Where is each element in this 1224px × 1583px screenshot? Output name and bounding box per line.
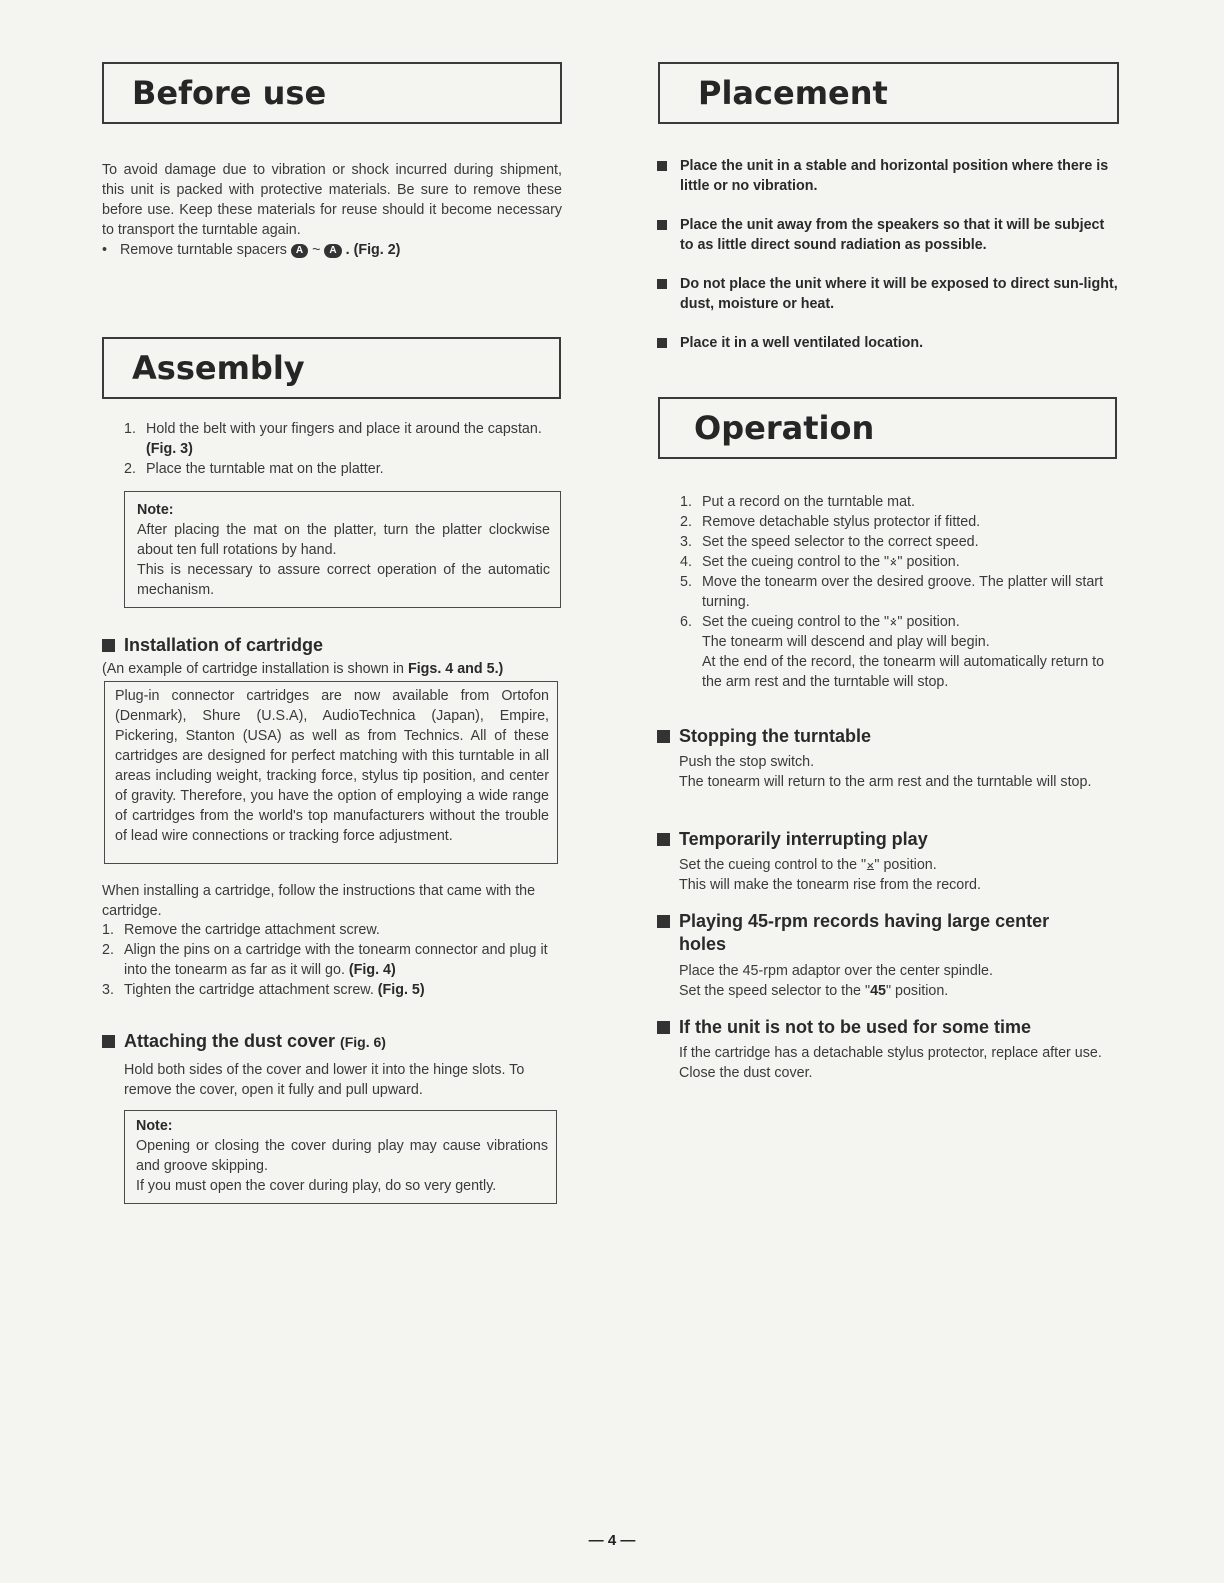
step-number: 2. xyxy=(680,514,692,530)
not-used-text xyxy=(679,1043,1119,1083)
bullet-text: Remove turntable spacers xyxy=(119,242,287,258)
square-bullet-icon xyxy=(657,279,667,289)
section-title: Attaching the dust cover xyxy=(124,1031,336,1051)
stopping-heading xyxy=(657,725,1119,748)
section-title: Temporarily interrupting play xyxy=(679,829,928,849)
text-pre: Set the speed selector to the " xyxy=(679,983,871,999)
step-text: Place the turntable mat on the platter. xyxy=(146,461,384,477)
placement-item xyxy=(657,275,1119,314)
item-text: Place the unit in a stable and horizontal position where there is little or no vibration. xyxy=(680,158,1109,194)
text-line xyxy=(679,981,1119,1001)
cartridge-info-box xyxy=(104,681,558,864)
cartridge-step xyxy=(102,920,564,940)
assembly-heading: Assembly xyxy=(102,337,561,399)
interrupting-heading xyxy=(657,828,1119,851)
square-bullet-icon xyxy=(102,639,115,652)
square-bullet-icon xyxy=(657,220,667,230)
example-text: (An example of cartridge installation is shown in xyxy=(102,661,404,677)
note-text-2: This is necessary to assure correct operation of the automatic mechanism. xyxy=(137,562,550,598)
note-title: Note: xyxy=(137,502,174,518)
section-title: If the unit is not to be used for some time xyxy=(679,1017,1032,1037)
step-text: Remove the cartridge attachment screw. xyxy=(124,922,380,938)
step-number: 1. xyxy=(124,421,136,437)
square-bullet-icon xyxy=(657,161,667,171)
step-text: Hold the belt with your fingers and place it around the capstan. xyxy=(146,421,542,437)
step-ref: (Fig. 3) xyxy=(146,441,193,457)
spacer-chip-a2: A xyxy=(324,244,341,258)
bullet-dot-icon: • xyxy=(102,242,108,258)
step-number: 2. xyxy=(102,942,114,958)
operation-step xyxy=(680,512,1120,532)
cartridge-heading xyxy=(102,634,562,657)
text-line: If the cartridge has a detachable stylus protector, replace after use. xyxy=(679,1045,1102,1061)
step-ref: (Fig. 4) xyxy=(348,962,396,978)
note-text: Opening or closing the cover during play may cause vibrations and groove skipping. xyxy=(136,1138,548,1174)
playing45-text xyxy=(679,961,1119,1001)
operation-step xyxy=(680,612,1120,692)
step-text: Move the tonearm over the desired groove. The platter will start turning. xyxy=(702,574,1104,610)
step-number: 6. xyxy=(680,614,692,630)
stopping-text xyxy=(679,752,1119,792)
placement-item xyxy=(657,334,1119,354)
fig-ref: . (Fig. 2) xyxy=(345,242,401,258)
step-text: Align the pins on a cartridge with the tonearm connector and plug it into the tonearm as far as it will go. xyxy=(124,942,548,978)
section-ref: (Fig. 6) xyxy=(340,1034,386,1050)
text-line: Close the dust cover. xyxy=(679,1065,813,1081)
cartridge-step xyxy=(102,940,564,980)
square-bullet-icon xyxy=(657,730,670,743)
item-text: Place the unit away from the speakers so that it will be subject to as little direct sound radiation as possible. xyxy=(680,217,1105,253)
step-text: Set the cueing control to the "⨰" position. xyxy=(702,614,960,630)
before-use-text: To avoid damage due to vibration or shock incurred during shipment, this unit is packed with protective materials. Be sure to remove these before use. Keep these materials for reuse should it become necessary to transport the turntable again. xyxy=(102,162,562,238)
playing45-heading xyxy=(657,910,1097,956)
section-title: Stopping the turntable xyxy=(679,726,871,746)
box-text: Plug-in connector cartridges are now available from Ortofon (Denmark), Shure (U.S.A), AudioTechnica (Japan), Empire, Pickering, Stanton (USA) as well as from Technics. All of these cartridges are designed for perfect matching with this turntable in all areas including weight, tracking force, stylus tip position, and center of gravity. Therefore, you have the option of employing a wide range of cartridges from the world's top manufacturers without the trouble of lead wire connections or tracking force adjustment. xyxy=(115,688,549,844)
not-used-heading xyxy=(657,1016,1119,1039)
placement-heading: Placement xyxy=(658,62,1119,124)
assembly-step xyxy=(124,459,562,479)
text-line: The tonearm will return to the arm rest and the turntable will stop. xyxy=(679,774,1092,790)
note-title: Note: xyxy=(136,1118,173,1134)
operation-step xyxy=(680,532,1120,552)
assembly-note xyxy=(124,491,561,608)
cartridge-example xyxy=(102,659,572,679)
note-text-2: If you must open the cover during play, do so very gently. xyxy=(136,1178,497,1194)
operation-steps xyxy=(680,492,1120,692)
cartridge-step xyxy=(102,980,564,1000)
before-use-bullet xyxy=(102,240,562,260)
step-number: 5. xyxy=(680,574,692,590)
section-title: Playing 45-rpm records having large center holes xyxy=(679,911,1050,954)
step-text: Put a record on the turntable mat. xyxy=(702,494,915,510)
cartridge-intro: When installing a cartridge, follow the instructions that came with the cartridge. xyxy=(102,883,536,919)
assembly-step xyxy=(124,419,562,459)
text-line: Set the cueing control to the "⨱" position. xyxy=(679,857,937,873)
tilde: ~ xyxy=(312,242,321,258)
text-post: " position. xyxy=(885,983,949,999)
text-line: This will make the tonearm rise from the record. xyxy=(679,877,981,893)
step-text: Set the cueing control to the "⨰" position. xyxy=(702,554,960,570)
step-number: 2. xyxy=(124,461,136,477)
operation-step xyxy=(680,492,1120,512)
item-text: Place it in a well ventilated location. xyxy=(680,335,924,351)
step-ref: (Fig. 5) xyxy=(377,982,425,998)
operation-step xyxy=(680,552,1120,572)
example-ref: Figs. 4 and 5.) xyxy=(407,661,504,677)
operation-step xyxy=(680,572,1120,612)
step-number: 3. xyxy=(680,534,692,550)
step-text-3: At the end of the record, the tonearm will automatically return to the arm rest and the turntable will stop. xyxy=(702,654,1105,690)
step-number: 3. xyxy=(102,982,114,998)
step-number: 1. xyxy=(680,494,692,510)
step-text: Remove detachable stylus protector if fitted. xyxy=(702,514,981,530)
before-use-heading: Before use xyxy=(102,62,562,124)
text-line: Place the 45-rpm adaptor over the center spindle. xyxy=(679,963,993,979)
speed-value: 45 xyxy=(870,983,886,999)
interrupting-text xyxy=(679,855,1119,895)
text-line: Push the stop switch. xyxy=(679,754,815,770)
assembly-steps xyxy=(124,419,562,479)
placement-item xyxy=(657,157,1119,196)
square-bullet-icon xyxy=(657,338,667,348)
square-bullet-icon xyxy=(657,833,670,846)
step-number: 1. xyxy=(102,922,114,938)
operation-heading: Operation xyxy=(658,397,1117,459)
section-title: Installation of cartridge xyxy=(124,635,324,655)
step-text: Tighten the cartridge attachment screw. xyxy=(124,982,374,998)
square-bullet-icon xyxy=(657,1021,670,1034)
step-number: 4. xyxy=(680,554,692,570)
spacer-chip-a1: A xyxy=(291,244,308,258)
note-text: After placing the mat on the platter, turn the platter clockwise about ten full rotations by hand. xyxy=(137,522,550,558)
dust-cover-note xyxy=(124,1110,557,1204)
page-number: — 4 — xyxy=(588,1532,636,1549)
placement-item xyxy=(657,216,1119,255)
step-text-2: The tonearm will descend and play will begin. xyxy=(702,634,990,650)
square-bullet-icon xyxy=(657,915,670,928)
cartridge-steps xyxy=(102,920,564,1000)
square-bullet-icon xyxy=(102,1035,115,1048)
item-text: Do not place the unit where it will be exposed to direct sun-light, dust, moisture or heat. xyxy=(680,276,1118,312)
dust-cover-text: Hold both sides of the cover and lower it into the hinge slots. To remove the cover, open it fully and pull upward. xyxy=(124,1062,525,1098)
dust-cover-heading xyxy=(102,1030,562,1054)
step-text: Set the speed selector to the correct speed. xyxy=(702,534,979,550)
